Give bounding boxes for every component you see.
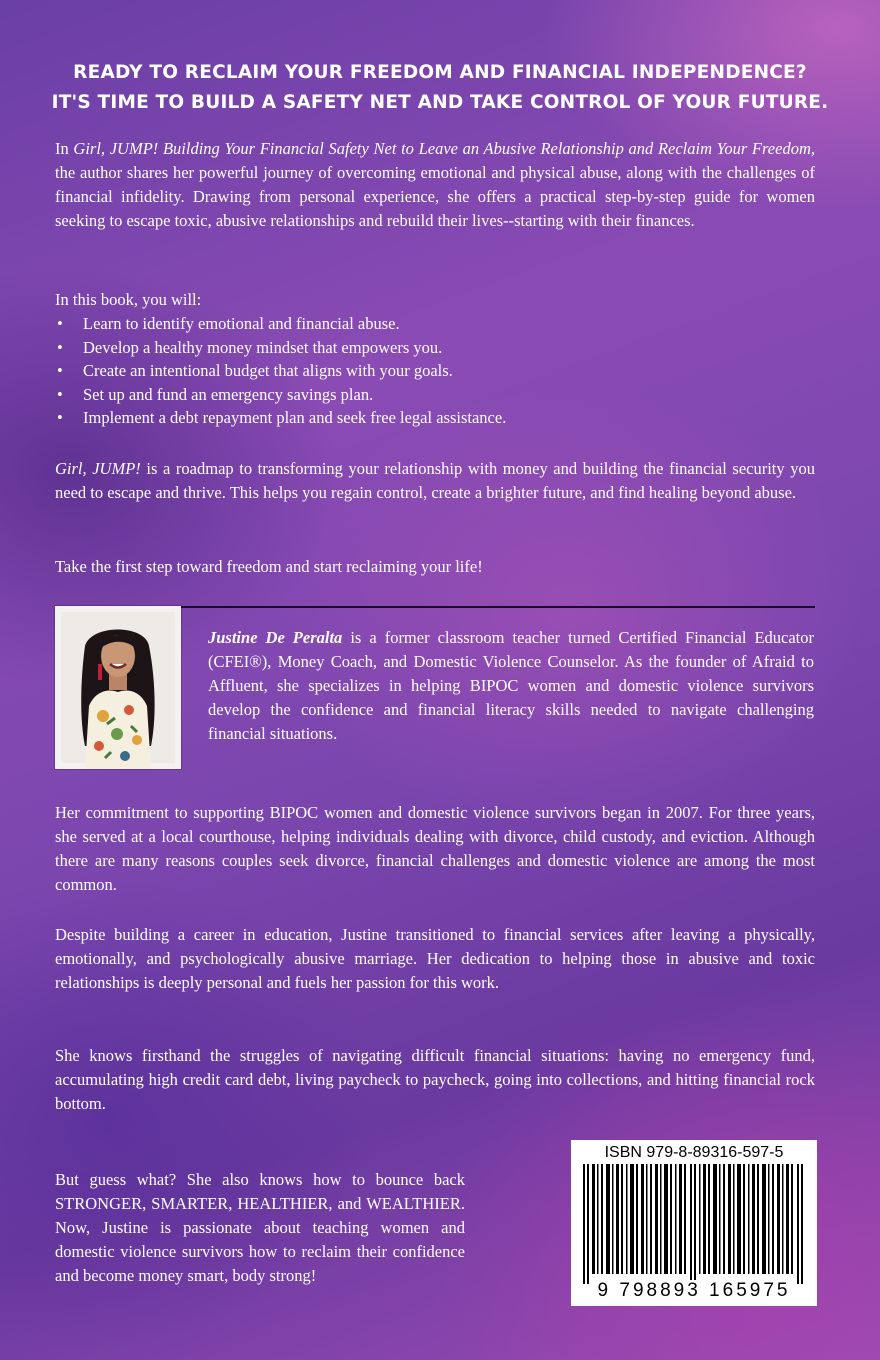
author-photo: [55, 606, 181, 769]
author-bio: [208, 626, 814, 746]
headline: [0, 58, 880, 118]
isbn-label: ISBN 979-8-89316-597-5: [604, 1144, 784, 1161]
author-bio-text: is a former classroom teacher turned Certified Financial Educator (CFEI®), Money Coach, and Domestic Violence Counselor. As the founder of Afraid to Affluent, she specializes in helping BIPOC women and domestic violence survivors develop the confidence and financial literacy skills needed to navigate challenging financial situations.: [208, 628, 814, 743]
headline-line-1: READY TO RECLAIM YOUR FREEDOM AND FINANCIAL INDEPENDENCE?: [73, 62, 807, 83]
author-name: Justine De Peralta: [208, 628, 343, 647]
paragraph-commitment: Her commitment to supporting BIPOC women and domestic violence survivors began in 2007. For three years, she served at a local courthouse, helping individuals dealing with divorce, child custody, and eviction. Although there are many reasons couples seek divorce, financial challenges and domestic violence are among the most common.: [55, 803, 815, 894]
intro-paragraph: [55, 137, 815, 233]
barcode-bars: [583, 1164, 805, 1284]
book-title: Girl, JUMP! Building Your Financial Safety Net to Leave an Abusive Relationship and Reclaim Your Freedom,: [73, 139, 815, 158]
headline-line-2: IT'S TIME TO BUILD A SAFETY NET AND TAKE CONTROL OF YOUR FUTURE.: [51, 92, 829, 113]
author-portrait-illustration: [55, 606, 181, 769]
paragraph-career: Despite building a career in education, Justine transitioned to financial services after leaving a physically, emotionally, and psychologically abusive marriage. Her dedication to helping those in abusive and toxic relationships is deeply personal and fuels her passion for this work.: [55, 925, 815, 992]
intro-text: the author shares her powerful journey of overcoming emotional and physical abuse, along with the challenges of financial infidelity. Drawing from personal experience, she offers a practical step-by-step guide for women seeking to escape toxic, abusive relationships and rebuild their lives--starting with their finances.: [55, 163, 815, 230]
paragraph-bounce-back: But guess what? She also knows how to bounce back STRONGER, SMARTER, HEALTHIER, and WEALTHIER. Now, Justine is passionate about teaching women and domestic violence survivors how to reclaim their confidence and become money smart, body strong!: [55, 1170, 465, 1285]
list-item: • Learn to identify emotional and financial abuse.: [55, 312, 815, 336]
list-item: • Implement a debt repayment plan and seek free legal assistance.: [55, 406, 815, 430]
intro-prefix: In: [55, 139, 74, 158]
roadmap-text: is a roadmap to transforming your relationship with money and building the financial security you need to escape and thrive. This helps you regain control, create a brighter future, and find healing beyond abuse.: [55, 459, 815, 502]
paragraph-struggles-text: She knows firsthand the struggles of navigating difficult financial situations: having no emergency fund, accumulating high credit card debt, living paycheck to paycheck, going into collections, and hitting financial rock bottom.: [55, 1046, 815, 1113]
list-item: • Create an intentional budget that aligns with your goals.: [55, 359, 815, 383]
barcode-digits-text: 9 798893 165975: [597, 1280, 791, 1301]
call-to-action: Take the first step toward freedom and start reclaiming your life!: [55, 557, 483, 576]
list-item: • Set up and fund an emergency savings plan.: [55, 383, 815, 407]
isbn-barcode: [571, 1140, 817, 1306]
benefits-list: [55, 312, 815, 430]
list-item: • Develop a healthy money mindset that empowers you.: [55, 336, 815, 360]
paragraph-struggles: [55, 1044, 815, 1116]
barcode-digits: [571, 1280, 817, 1302]
roadmap-title: Girl, JUMP!: [55, 459, 141, 478]
list-intro: In this book, you will:: [55, 290, 202, 309]
roadmap-paragraph: [55, 457, 815, 505]
